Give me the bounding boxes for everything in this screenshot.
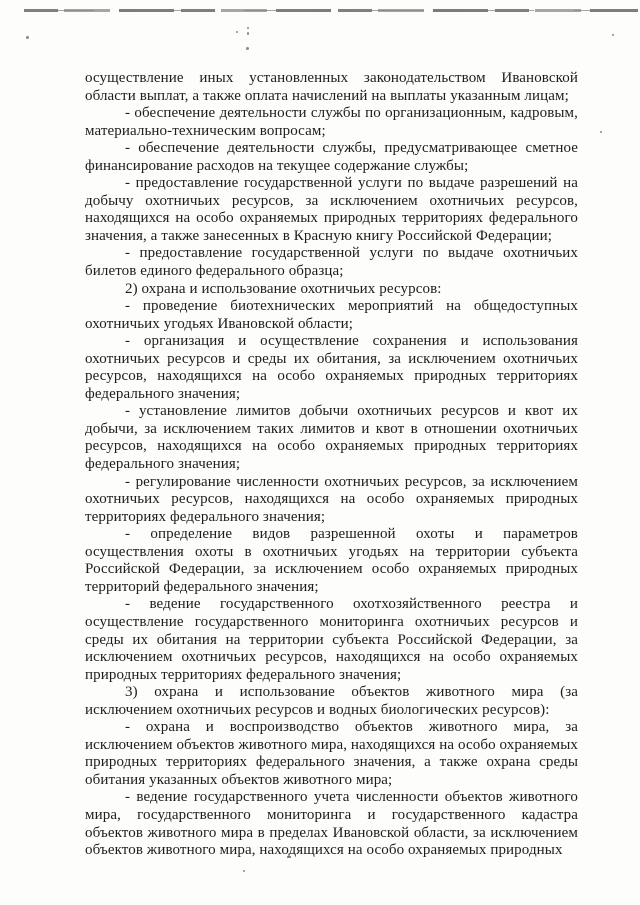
- paragraph: - ведение государственного охотхозяйственного реестра и осуществление государственного мониторинга охотничьих ресурсов и среды их обитания на территории субъекта Российской Федерации, за исключением охотничьих ресурсов, находящихся на особо охраняемых природных территориях федерального значения;: [85, 596, 578, 683]
- scan-speck: [247, 32, 249, 35]
- scan-speck: [600, 131, 602, 133]
- paragraph: - регулирование численности охотничьих ресурсов, за исключением охотничьих ресурсов, находящихся на особо охраняемых природных территориях федерального значения;: [85, 473, 578, 525]
- paragraph: 2) охрана и использование охотничьих ресурсов:: [125, 280, 442, 297]
- paragraph: - проведение биотехнических мероприятий на общедоступных охотничьих угодьях Ивановской области;: [85, 298, 578, 332]
- paragraph: - ведение государственного учета численности объектов животного мира, государственного мониторинга и государственного кадастра объектов животного мира в пределах Ивановской области, за исключением объектов животного мира, находящихся на особо охраняемых природных: [85, 789, 578, 859]
- paragraph: - обеспечение деятельности службы по организационным, кадровым, материально-техническим вопросам;: [85, 105, 578, 139]
- paragraph: осуществление иных установленных законодательством Ивановской области выплат, а также оплата начислений на выплаты указанным лицам;: [85, 70, 578, 104]
- paragraph: 3) охрана и использование объектов животного мира (за исключением охотничьих ресурсов и водных биологических ресурсов):: [85, 684, 578, 718]
- paragraph: - определение видов разрешенной охоты и параметров осуществления охоты в охотничьих угодьях на территории субъекта Российской Федерации, за исключением особо охраняемых природных территорий федерального значения;: [85, 526, 578, 595]
- paragraph: - охрана и воспроизводство объектов животного мира, за исключением объектов животного мира, находящихся на особо охраняемых природных территориях федерального значения, а также охрана среды обитания указанных объектов животного мира;: [85, 719, 578, 788]
- scan-speck: [612, 34, 614, 36]
- document-text-block: [85, 70, 578, 860]
- scan-speck: [26, 36, 29, 39]
- scan-speck: [246, 47, 249, 50]
- paragraph: - организация и осуществление сохранения и использования охотничьих ресурсов и среды их обитания, за исключением охотничьих ресурсов, находящихся на особо охраняемых природных территориях федерального значения;: [85, 333, 578, 402]
- paragraph: - предоставление государственной услуги по выдаче охотничьих билетов единого федерального образца;: [85, 245, 578, 280]
- scan-border-top: [24, 9, 638, 12]
- paragraph: - предоставление государственной услуги по выдаче разрешений на добычу охотничьих ресурсов, за исключением охотничьих ресурсов, находящихся на особо охраняемых природных территориях федерального значения, а также занесенных в Красную книгу Российской Федерации;: [85, 175, 578, 244]
- scan-speck: [243, 870, 245, 872]
- scan-speck: [236, 31, 238, 33]
- paragraph: - установление лимитов добычи охотничьих ресурсов и квот их добычи, за исключением таких лимитов и квот в отношении охотничьих ресурсов, находящихся на особо охраняемых природных территориях федерального значения;: [85, 403, 578, 473]
- scan-speck: [247, 27, 249, 29]
- paragraph: - обеспечение деятельности службы, предусматривающее сметное финансирование расходов на текущее содержание службы;: [85, 140, 578, 174]
